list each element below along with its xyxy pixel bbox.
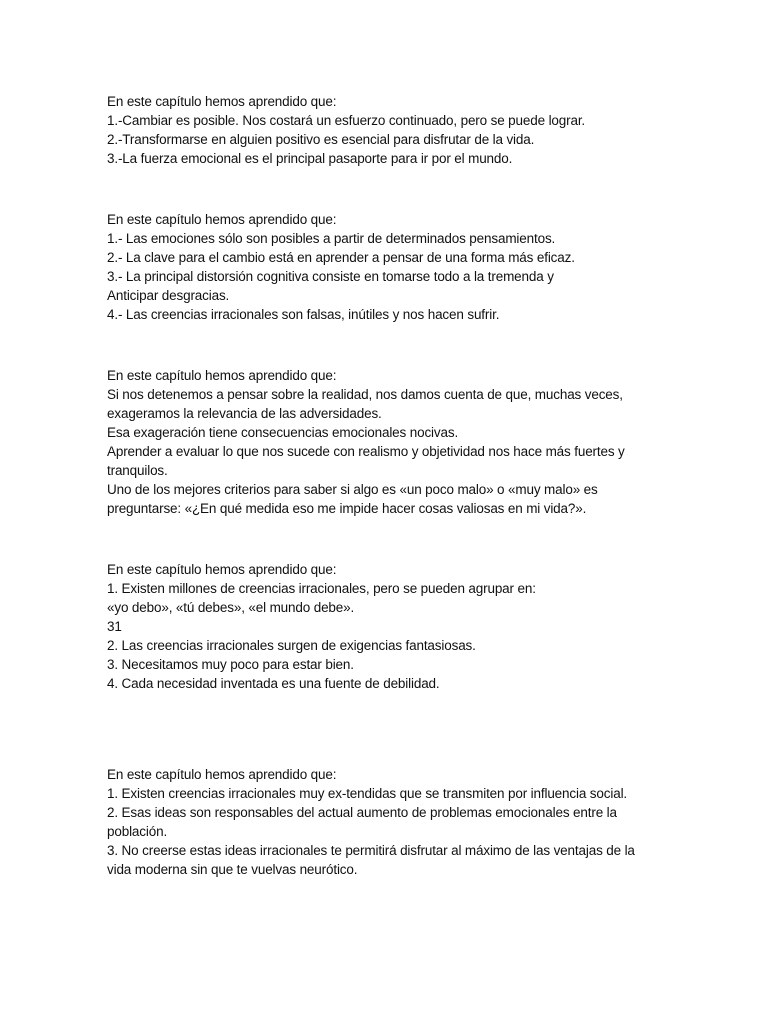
section-1-item-2: 2.-Transformarse en alguien positivo es esencial para disfrutar de la vida. <box>107 132 535 147</box>
section-5-item-1: 1. Existen creencias irracionales muy ex-tendidas que se transmiten por influencia social. <box>107 786 628 801</box>
section-4-item-4: 4. Cada necesidad inventada es una fuente de debilidad. <box>107 676 440 691</box>
section-2-item-1: 1.- Las emociones sólo son posibles a partir de determinados pensamientos. <box>107 231 556 246</box>
section-4-item-1-cont: «yo debo», «tú debes», «el mundo debe». <box>107 600 355 615</box>
section-5-heading: En este capítulo hemos aprendido que: <box>107 767 337 782</box>
section-1-item-3: 3.-La fuerza emocional es el principal pasaporte para ir por el mundo. <box>107 151 513 166</box>
section-1-heading: En este capítulo hemos aprendido que: <box>107 94 337 109</box>
section-4-heading: En este capítulo hemos aprendido que: <box>107 562 337 577</box>
section-3-line-2: exageramos la relevancia de las adversidades. <box>107 406 382 421</box>
section-2-item-3: 3.- La principal distorsión cognitiva consiste en tomarse todo a la tremenda y <box>107 269 554 284</box>
section-3-line-1: Si nos detenemos a pensar sobre la realidad, nos damos cuenta de que, muchas veces, <box>107 387 623 402</box>
section-5-item-3-cont: vida moderna sin que te vuelvas neurótico. <box>107 862 358 877</box>
section-2-item-2: 2.- La clave para el cambio está en aprender a pensar de una forma más eficaz. <box>107 250 575 265</box>
section-5-item-2-cont: población. <box>107 824 168 839</box>
section-4-item-1: 1. Existen millones de creencias irracionales, pero se pueden agrupar en: <box>107 581 536 596</box>
section-3-line-5: tranquilos. <box>107 463 168 478</box>
section-4-item-2: 2. Las creencias irracionales surgen de exigencias fantasiosas. <box>107 638 476 653</box>
section-3-line-4: Aprender a evaluar lo que nos sucede con realismo y objetividad nos hace más fuertes y <box>107 444 625 459</box>
section-2-item-4: 4.- Las creencias irracionales son falsas, inútiles y nos hacen sufrir. <box>107 307 500 322</box>
section-3-heading: En este capítulo hemos aprendido que: <box>107 368 337 383</box>
section-3-line-7: preguntarse: «¿En qué medida eso me impide hacer cosas valiosas en mi vida?». <box>107 501 587 516</box>
section-2-heading: En este capítulo hemos aprendido que: <box>107 212 337 227</box>
section-5-item-3: 3. No creerse estas ideas irracionales te permitirá disfrutar al máximo de las ventajas de la <box>107 843 635 858</box>
section-4-item-3: 3. Necesitamos muy poco para estar bien. <box>107 657 354 672</box>
section-1-item-1: 1.-Cambiar es posible. Nos costará un esfuerzo continuado, pero se puede lograr. <box>107 113 586 128</box>
section-2-item-3-cont: Anticipar desgracias. <box>107 288 230 303</box>
section-3-line-3: Esa exageración tiene consecuencias emocionales nocivas. <box>107 425 459 440</box>
section-3-line-6: Uno de los mejores criterios para saber si algo es «un poco malo» o «muy malo» es <box>107 482 598 497</box>
section-5-item-2: 2. Esas ideas son responsables del actual aumento de problemas emocionales entre la <box>107 805 617 820</box>
section-4-page-number: 31 <box>107 619 122 634</box>
